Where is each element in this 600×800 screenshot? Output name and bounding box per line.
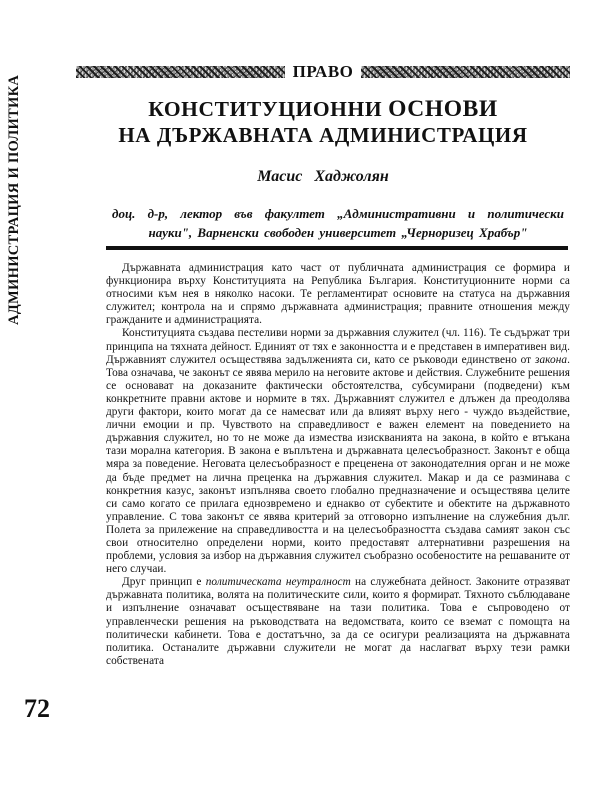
paragraph-2 — [106, 327, 570, 576]
decorative-band-right — [361, 66, 570, 78]
section-label: ПРАВО — [292, 62, 354, 81]
decorative-band-left — [76, 66, 285, 78]
article-title-line-1 — [76, 96, 570, 123]
section-header-bar — [76, 62, 570, 82]
article-title-line-2: НА ДЪРЖАВНАТА АДМИНИСТРАЦИЯ — [118, 123, 528, 147]
page-number: 72 — [24, 694, 50, 723]
paragraph-2-text-a: Конституцията създава пестеливи норми за държавния служител (чл. 116). Те съдържат три принципа на тяхната дейност. Единият от тях е законността и е представен в императивен вид. Държавният служител осъществява задълженията си, като се ръководи единствено от — [106, 327, 570, 366]
paragraph-1: Държавната администрация като част от публичната администрация се формира и функционира върху Конституцията на Република България. Конституционните норми са относими към нея в няколко насоки. Те регламентират основите на статуса на държавния служител; контрола на и спрямо държавната администрация; правните отношения между гражданите и администрацията. — [106, 262, 570, 327]
paragraph-3 — [106, 576, 570, 668]
paragraph-2-emphasis: закона — [535, 353, 568, 366]
author-affiliation: доц. д-р, лектор във факултет „Административни и политически науки", Варненски свободен университет „Черноризец Храбър" — [112, 206, 564, 240]
paragraph-3-text-a: Друг принцип е — [122, 576, 206, 589]
title-part-1: КОНСТИТУЦИОННИ — [148, 97, 389, 121]
author-name: Масис Хаджолян — [257, 168, 389, 185]
paragraph-2-text-b: . Това означава, че законът се явява мерило на неговите актове и действия. Служебните решения се основават на доказаните фактически обстоятелства, субсумирани (подведени) към конкретните правни актове и нормите в тях. Държавният служител е длъжен да преодолява други фактори, които могат да се намесват или да влияят върху него - чуждо въздействие, лични емоции и пр. Чувството на справедливост е важен елемент на поведението на държавния служител, но то не може да измества изискванията на закона, в който е втъкана тази морална категория. В закона е въплътена и държавната целесъобразност. Законът е обща мяра за поведение. Неговата целесъобразност е преценена от законодателния орган и не може да бъде предмет на лична преценка на държавния служител. Макар и да се разминава с конкретния казус, законът изпълнява своето глобално предназначение и осъществява целите си само когато се прилага еднозвремено и еднакво от субектите и обектите на държавното управление. С това законът се явява критерий за отговорно изпълнение на служебния дълг. Полета за прилежение на справедливостта и на целесъобразността създава самият закон със свои относително определени норми, които предоставят алтернативни разрешения на проблеми, условия за избор на държавния служител съобразно особеностите на решаваните от него случаи. — [106, 353, 570, 576]
paragraph-3-text-b: на служебната дейност. Законите отразяват държавната политика, волята на политическите сили, които я формират. Тяхното съблюдаване и изпълнение означават осъществяване на тази политика. Това е съпроводено от управленчески решения на ръководствата на ведомствата, които се вземат с помощта на политически кабинети. Това е достатъчно, за да се осигури реализацията на държавната политика. Останалите държавни служители не могат да наслагват върху тези рамки собствената — [106, 576, 570, 667]
paragraph-3-emphasis: политическата неутралност — [205, 576, 351, 589]
title-divider — [106, 246, 568, 250]
title-part-2: ОСНОВИ — [388, 96, 498, 122]
running-head-section: АДМИНИСТРАЦИЯ И ПОЛИТИКА — [6, 74, 22, 326]
article-body — [106, 262, 570, 668]
